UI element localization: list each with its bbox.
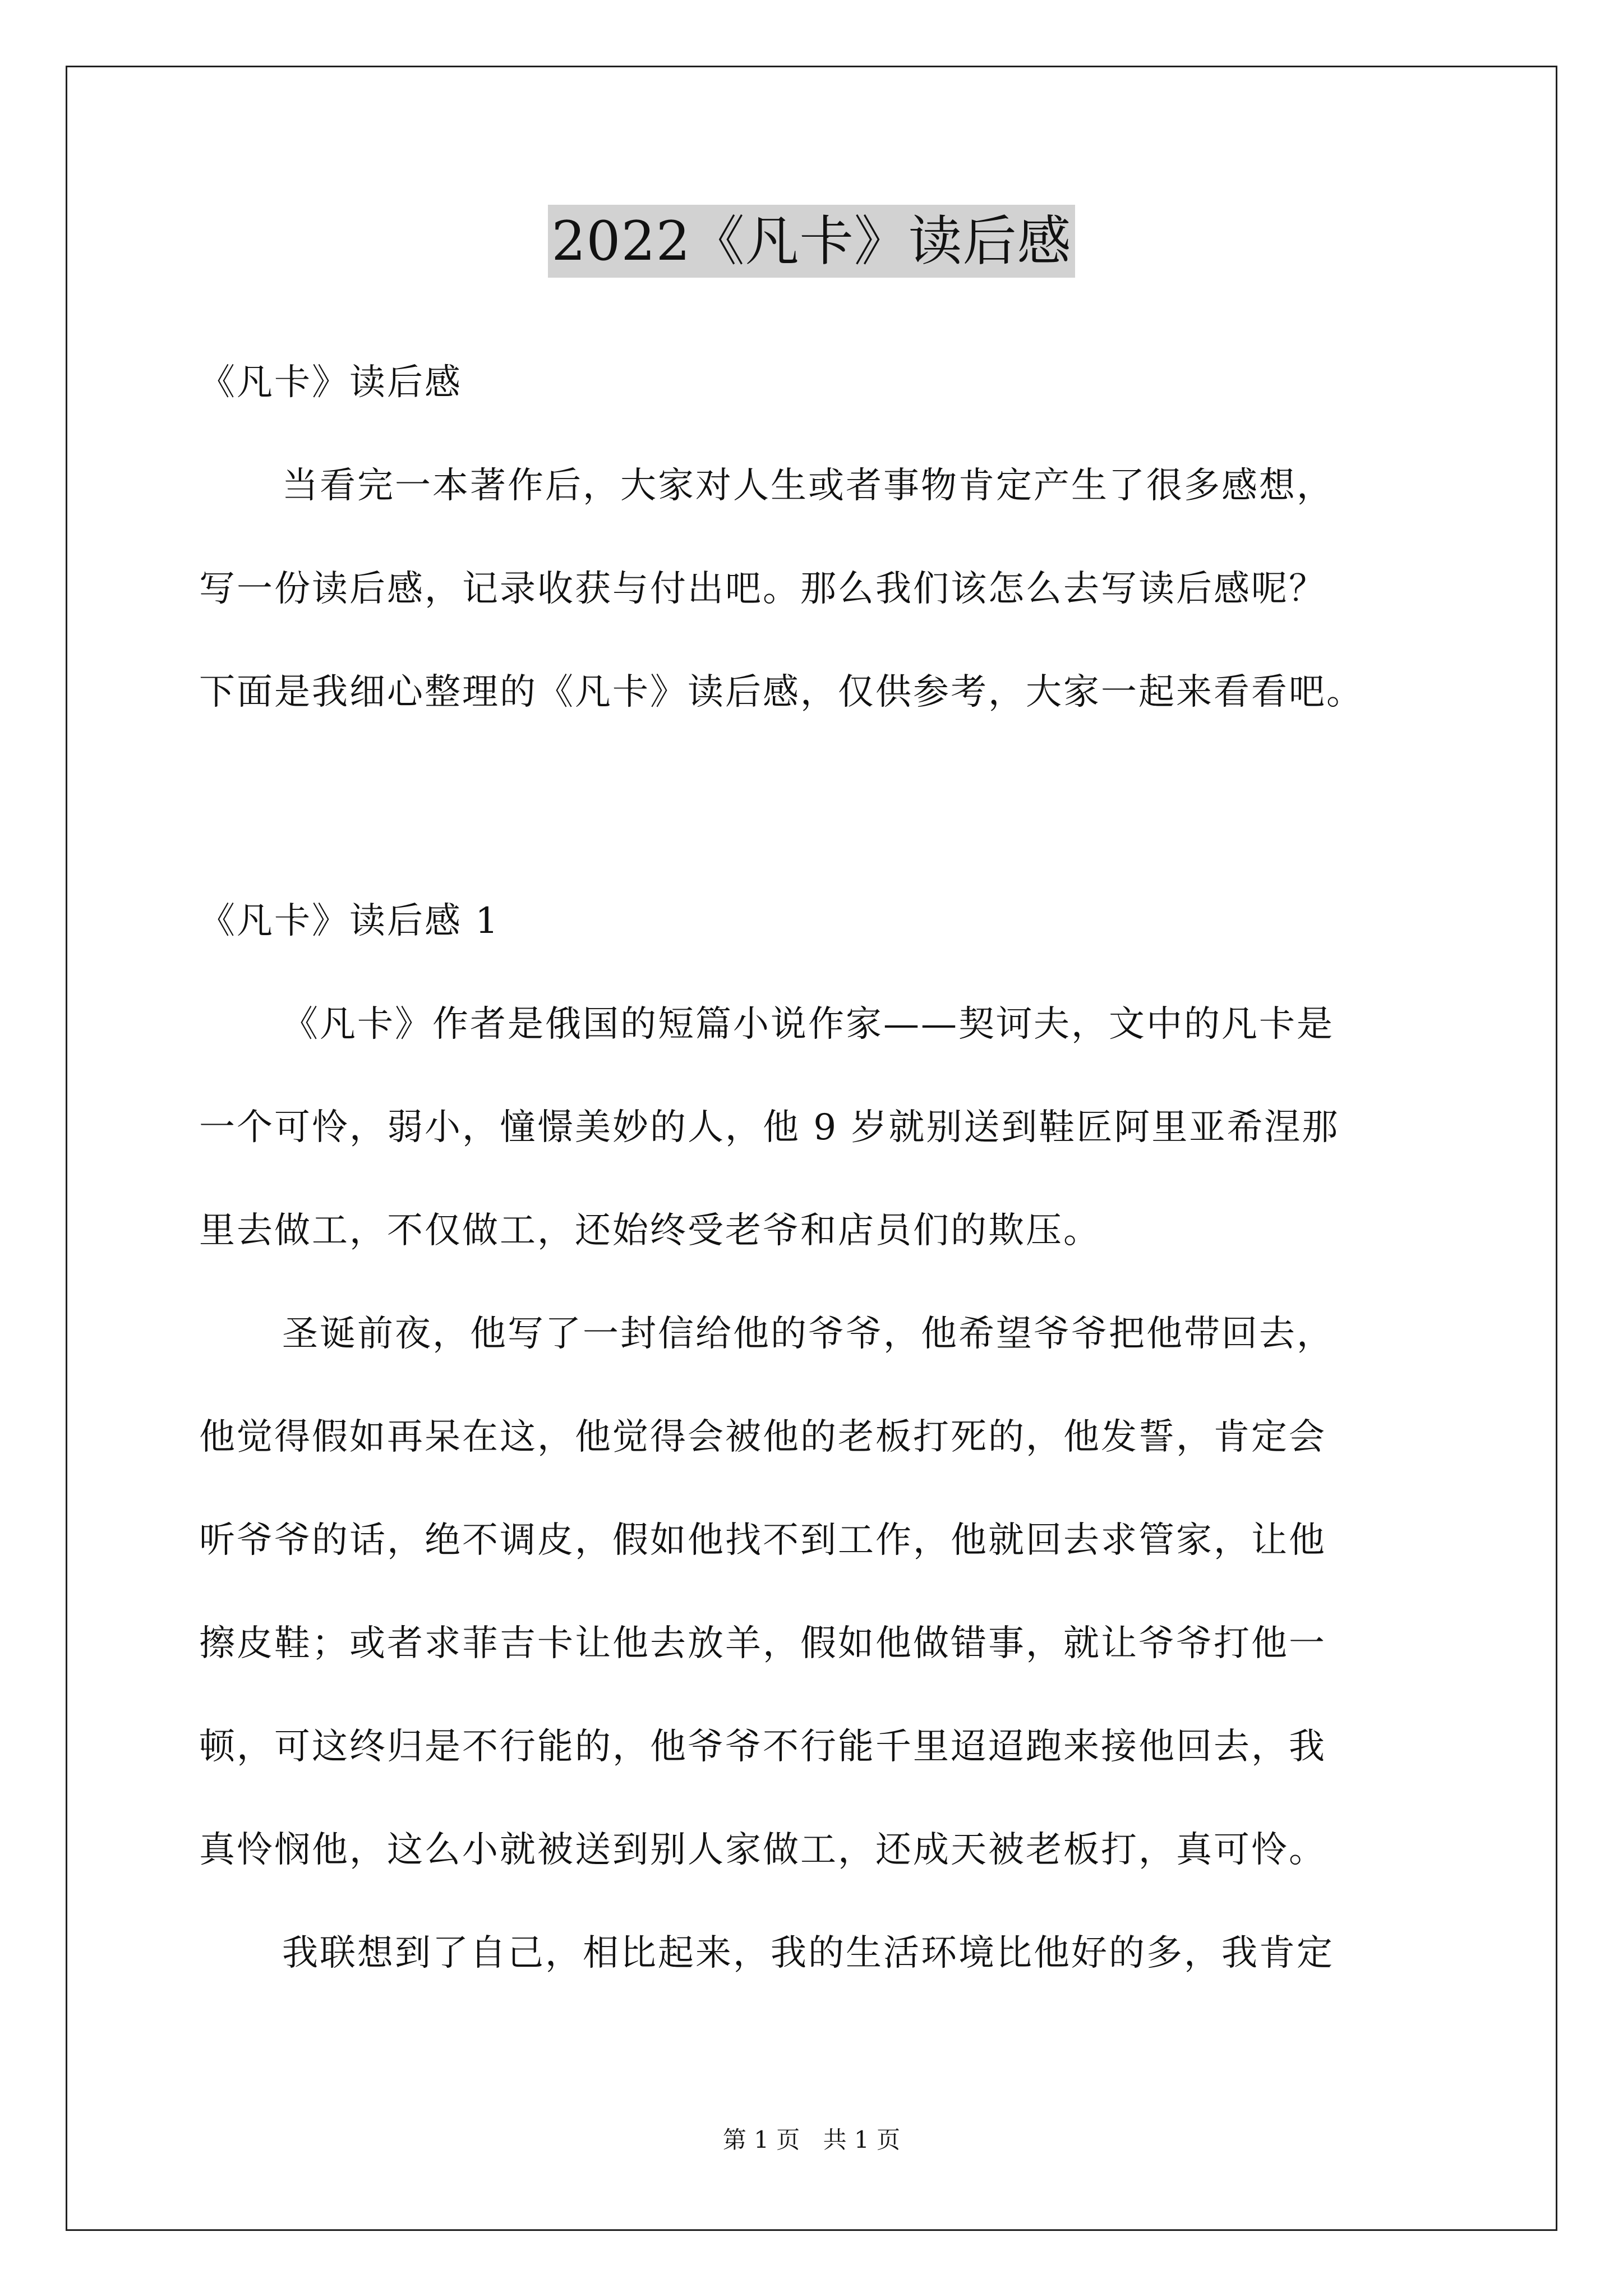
intro-line: 当看完一本著作后，大家对人生或者事物肯定产生了很多感想，	[282, 465, 1334, 507]
body-line: 一个可怜，弱小，憧憬美妙的人，他 9 岁就别送到鞋匠阿里亚希涅那	[199, 1107, 1340, 1148]
section-block	[199, 869, 1433, 2005]
intro-line: 写一份读后感，记录收获与付出吧。那么我们该怎么去写读后感呢？	[199, 568, 1326, 610]
intro-block	[199, 331, 1433, 744]
page-number: 第 1 页	[722, 2126, 800, 2154]
subtitle: 《凡卡》读后感	[199, 362, 462, 403]
body-line: 《凡卡》作者是俄国的短篇小说作家——契诃夫，文中的凡卡是	[282, 1004, 1334, 1045]
body-line: 我联想到了自己，相比起来，我的生活环境比他好的多，我肯定	[282, 1932, 1334, 1974]
body-line: 真怜悯他，这么小就被送到别人家做工，还成天被老板打，真可怜。	[199, 1829, 1326, 1871]
title-container	[0, 205, 1623, 278]
intro-line: 下面是我细心整理的《凡卡》读后感，仅供参考，大家一起来看看吧。	[199, 671, 1364, 713]
section-heading: 《凡卡》读后感 1	[199, 900, 500, 942]
body-line: 顿，可这终归是不行能的，他爷爷不行能千里迢迢跑来接他回去，我	[199, 1726, 1326, 1768]
document-title: 2022《凡卡》读后感	[548, 205, 1075, 278]
body-line: 里去做工，不仅做工，还始终受老爷和店员们的欺压。	[199, 1210, 1101, 1251]
body-line: 他觉得假如再呆在这，他觉得会被他的老板打死的，他发誓，肯定会	[199, 1416, 1326, 1458]
page-total: 共 1 页	[823, 2126, 901, 2154]
body-line: 圣诞前夜，他写了一封信给他的爷爷，他希望爷爷把他带回去，	[282, 1313, 1334, 1355]
page-footer	[0, 2123, 1623, 2157]
body-line: 听爷爷的话，绝不调皮，假如他找不到工作，他就回去求管家，让他	[199, 1520, 1326, 1561]
body-line: 擦皮鞋；或者求菲吉卡让他去放羊，假如他做错事，就让爷爷打他一	[199, 1623, 1326, 1664]
